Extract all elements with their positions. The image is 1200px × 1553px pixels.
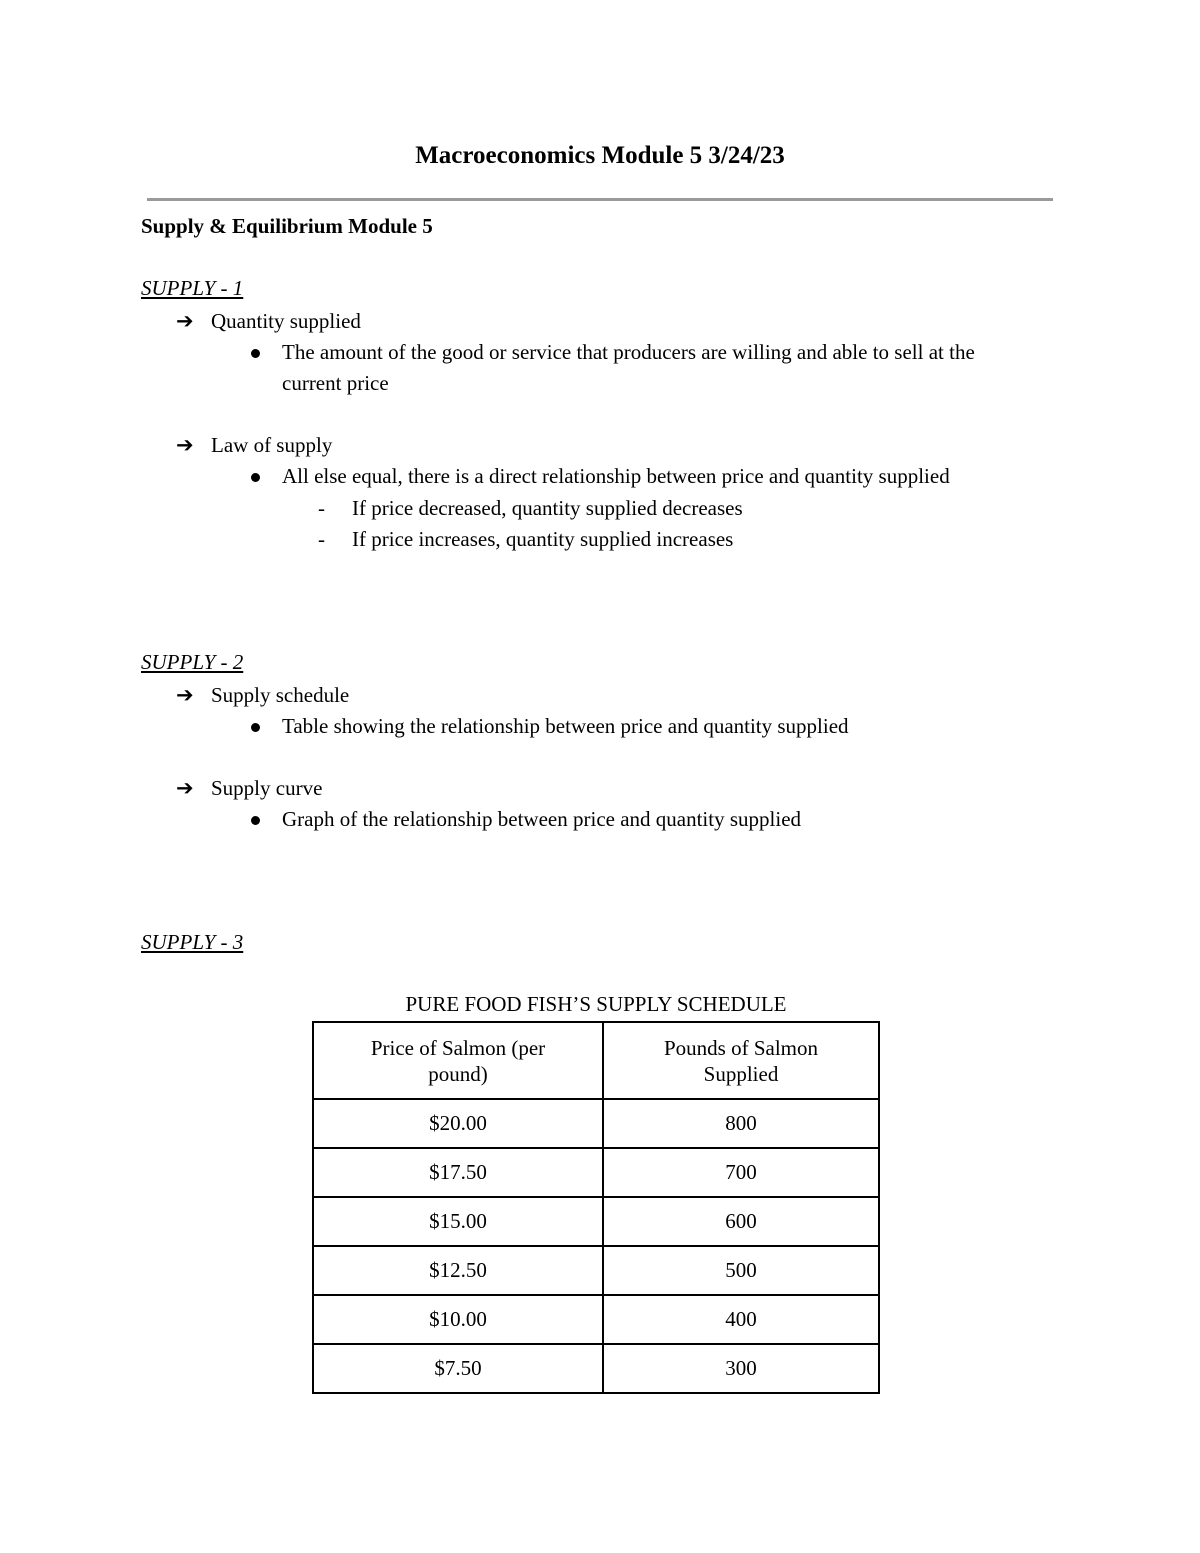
point-continuation: current price: [282, 371, 389, 395]
dot-bullet-icon: [251, 473, 260, 482]
pounds-cell: 800: [603, 1099, 879, 1148]
pounds-cell: 600: [603, 1197, 879, 1246]
table-row: [313, 1197, 879, 1246]
pounds-cell: 300: [603, 1344, 879, 1393]
point-text: All else equal, there is a direct relationship between price and quantity supplied: [282, 464, 950, 488]
table-row: [313, 1246, 879, 1295]
term-law-of-supply: Law of supply: [211, 433, 333, 457]
arrow-bullet-icon: ➔: [176, 433, 194, 457]
arrow-bullet-icon: ➔: [176, 309, 194, 333]
dot-bullet-icon: [251, 723, 260, 732]
subpoint-text: If price decreased, quantity supplied decreases: [352, 496, 743, 520]
price-cell: $7.50: [313, 1344, 603, 1393]
dot-bullet-icon: [251, 349, 260, 358]
dash-bullet-icon: -: [318, 496, 325, 520]
header-price-text: Price of Salmon (per pound): [370, 1035, 546, 1086]
title-divider: [147, 198, 1053, 201]
term-supply-schedule: Supply schedule: [211, 683, 350, 707]
pounds-cell: 700: [603, 1148, 879, 1197]
price-cell: $20.00: [313, 1099, 603, 1148]
supply-schedule-table: [312, 1021, 880, 1394]
table-row: [313, 1295, 879, 1344]
dash-bullet-icon: -: [318, 527, 325, 551]
term-supply-curve: Supply curve: [211, 776, 323, 800]
pounds-cell: 400: [603, 1295, 879, 1344]
dot-bullet-icon: [251, 816, 260, 825]
header-pounds: [603, 1022, 879, 1099]
point-text: Table showing the relationship between price and quantity supplied: [282, 714, 849, 738]
arrow-bullet-icon: ➔: [176, 683, 194, 707]
table-row: [313, 1148, 879, 1197]
price-cell: $17.50: [313, 1148, 603, 1197]
header-pounds-text: Pounds of Salmon Supplied: [663, 1035, 818, 1086]
point-text: The amount of the good or service that producers are willing and able to sell at the: [282, 340, 975, 364]
term-quantity-supplied: Quantity supplied: [211, 309, 361, 333]
point-text: Graph of the relationship between price and quantity supplied: [282, 807, 802, 831]
price-cell: $10.00: [313, 1295, 603, 1344]
price-cell: $12.50: [313, 1246, 603, 1295]
subpoint-text: If price increases, quantity supplied increases: [352, 527, 734, 551]
document-title: Macroeconomics Module 5 3/24/23: [415, 142, 785, 169]
arrow-bullet-icon: ➔: [176, 776, 194, 800]
table-row: [313, 1344, 879, 1393]
section-label-supply-2: SUPPLY - 2: [141, 650, 244, 674]
table-row: [313, 1099, 879, 1148]
section-heading: Supply & Equilibrium Module 5: [141, 214, 433, 238]
header-price: [313, 1022, 603, 1099]
table-caption: PURE FOOD FISH’S SUPPLY SCHEDULE: [405, 992, 787, 1016]
pounds-cell: 500: [603, 1246, 879, 1295]
table-header-row: [313, 1022, 879, 1099]
section-label-supply-1: SUPPLY - 1: [141, 276, 244, 300]
section-label-supply-3: SUPPLY - 3: [141, 930, 244, 954]
price-cell: $15.00: [313, 1197, 603, 1246]
